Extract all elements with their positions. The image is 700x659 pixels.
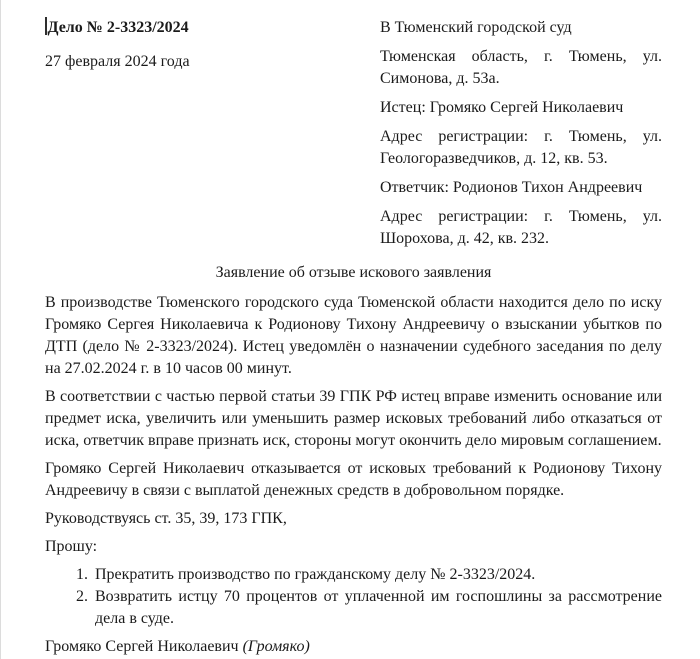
plaintiff-name: Истец: Громяко Сергей Николаевич xyxy=(380,99,624,116)
court-name: В Тюменский городской суд xyxy=(380,19,572,36)
paragraph-case-description: В производстве Тюменского городского суда Тюменской области находится дело по иску Громяко Сергея Николаевича к Родионову Тихону Андреевичу о взыскании убытков по ДТП (дело № 2-3323/2024). Истец уведомлён о назначении судебного заседания по делу на 27.02.2024 г. в 10 часов 00 минут. xyxy=(45,294,662,377)
plaintiff-address: Адрес регистрации: г. Тюмень, ул. Геологоразведчиков, д. 12, кв. 53. xyxy=(380,128,662,167)
request-list xyxy=(45,564,662,630)
document-header xyxy=(45,17,662,250)
case-number-line xyxy=(45,17,345,39)
document-date: 27 февраля 2024 года xyxy=(45,53,190,70)
paragraph-withdrawal-statement: Громяко Сергей Николаевич отказывается от исковых требований к Родионову Тихону Андреевичу в связи с выплатой денежных средств в добровольном порядке. xyxy=(45,460,662,499)
request-item-terminate: 1. Прекратить производство по гражданскому делу № 2-3323/2024. xyxy=(92,564,662,586)
addressee-block xyxy=(380,17,662,250)
signature-line xyxy=(45,636,662,658)
signature-handwritten: (Громяко) xyxy=(242,638,310,655)
request-label: Прошу: xyxy=(45,538,98,555)
case-info-block xyxy=(45,17,345,73)
guided-by-line: Руководствуясь ст. 35, 39, 173 ГПК, xyxy=(45,510,287,527)
paragraph-legal-basis: В соответствии с частью первой статьи 39 ГПК РФ истец вправе изменить основание или предмет иска, увеличить или уменьшить размер исковых требований либо отказаться от иска, ответчик вправе признать иск, стороны могут окончить дело мировым соглашением. xyxy=(45,388,662,449)
defendant-name: Ответчик: Родионов Тихон Андреевич xyxy=(380,179,643,196)
signature-name: Громяко Сергей Николаевич xyxy=(45,638,239,655)
text-cursor xyxy=(45,17,47,35)
document-title: Заявление об отзыве искового заявления xyxy=(215,264,492,281)
case-number-text: Дело № 2-3323/2024 xyxy=(47,19,189,36)
court-address: Тюменская область, г. Тюмень, ул. Симонова, д. 53а. xyxy=(380,48,662,87)
defendant-address: Адрес регистрации: г. Тюмень, ул. Шорохова, д. 42, кв. 232. xyxy=(380,208,662,247)
request-item-refund: 2. Возвратить истцу 70 процентов от уплаченной им госпошлины за рассмотрение дела в суде. xyxy=(92,586,662,630)
